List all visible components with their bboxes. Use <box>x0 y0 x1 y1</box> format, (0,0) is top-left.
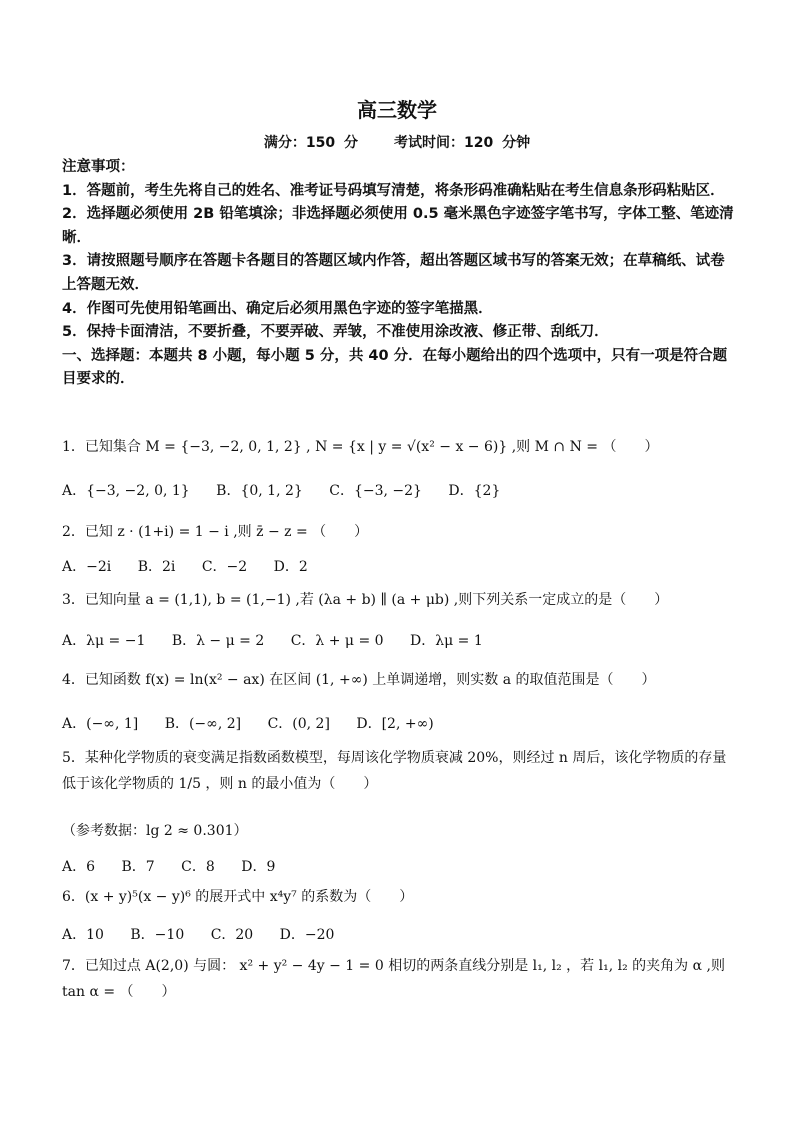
question-4-stem: 4．已知函数 f(x) = ln(x² − ax) 在区间 (1, +∞) 上单调递增，则实数 a 的取值范围是（ ） <box>62 672 656 688</box>
option-c: C．20 <box>210 927 254 943</box>
question-2-options <box>62 556 734 576</box>
question-5-stem: 5．某种化学物质的衰变满足指数函数模型，每周该化学物质衰减 20%，则经过 n 周后，该化学物质的存量低于该化学物质的 1/5 ，则 n 的最小值为（ ） <box>62 750 727 792</box>
question-2-stem: 2．已知 z · (1+i) = 1 − i ,则 z̄ − z = （ ） <box>62 524 369 540</box>
question-5-note: （参考数据：lg 2 ≈ 0.301） <box>62 823 248 839</box>
option-a: A．10 <box>62 927 104 943</box>
notice-item-4: 4．作图可先使用铅笔画出、确定后必须用黑色字迹的签字笔描黑． <box>62 300 493 317</box>
question-6-stem: 6．(x + y)⁵(x − y)⁶ 的展开式中 x⁴y⁷ 的系数为（ ） <box>62 889 414 905</box>
notice-heading: 注意事项： <box>62 159 135 175</box>
question-5-options <box>62 856 734 876</box>
question-7-stem: 7．已知过点 A(2,0) 与圆： x² + y² − 4y − 1 = 0 相切的两条直线分别是 l₁, l₂ ，若 l₁, l₂ 的夹角为 α ,则 tan α = （ ） <box>62 958 725 1000</box>
exam-info <box>0 132 794 152</box>
option-a: A．(−∞, 1] <box>62 716 139 732</box>
option-d: D．9 <box>241 859 276 875</box>
question-1-stem: 1．已知集合 M = {−3, −2, 0, 1, 2} , N = {x | y = √(x² − x − 6)} ,则 M ∩ N = （ ） <box>62 439 659 455</box>
option-a: A．λμ = −1 <box>62 633 146 649</box>
notice-item-3: 3．请按照题号顺序在答题卡各题目的答题区域内作答，超出答题区域书写的答案无效；在草稿纸、试卷上答题无效． <box>62 253 725 293</box>
option-d: D．λμ = 1 <box>410 633 483 649</box>
section-heading: 一、选择题：本题共 8 小题，每小题 5 分，共 40 分．在每小题给出的四个选项中，只有一项是符合题目要求的． <box>62 347 728 388</box>
option-d: D．2 <box>273 559 308 575</box>
page-title: 高三数学 <box>357 98 437 122</box>
option-c: C．{−3, −2} <box>329 483 422 499</box>
notice-block <box>62 156 734 392</box>
option-a: A．{−3, −2, 0, 1} <box>62 483 190 499</box>
option-b: B．λ − μ = 2 <box>171 633 265 649</box>
notice-item-1: 1．答题前，考生先将自己的姓名、准考证号码填写清楚，将条形码准确粘贴在考生信息条形码粘贴区． <box>62 182 725 199</box>
option-c: C．8 <box>181 859 215 875</box>
question-3-stem: 3．已知向量 a = (1,1), b = (1,−1) ,若 (λa + b) ∥ (a + μb) ,则下列关系一定成立的是（ ） <box>62 592 669 608</box>
option-a: A．6 <box>62 859 96 875</box>
option-b: B．−10 <box>130 927 185 943</box>
option-b: B．7 <box>121 859 155 875</box>
option-b: B．{0, 1, 2} <box>216 483 303 499</box>
option-c: C．(0, 2] <box>267 716 330 732</box>
question-6-options <box>62 924 734 944</box>
notice-item-2: 2．选择题必须使用 2B 铅笔填涂；非选择题必须使用 0.5 毫米黑色字迹签字笔书写，字体工整、笔迹清晰． <box>62 206 734 246</box>
option-c: C．−2 <box>201 559 248 575</box>
full-score: 满分：150 分 <box>263 135 358 151</box>
exam-time: 考试时间：120 分钟 <box>394 135 531 151</box>
option-d: D．[2, +∞) <box>356 716 434 732</box>
option-d: D．−20 <box>279 927 335 943</box>
option-c: C．λ + μ = 0 <box>290 633 384 649</box>
option-d: D．{2} <box>448 483 501 499</box>
question-3-options <box>62 630 734 650</box>
notice-item-5: 5．保持卡面清洁，不要折叠，不要弄破、弄皱，不准使用涂改液、修正带、刮纸刀． <box>62 324 609 341</box>
question-4-options <box>62 713 734 733</box>
option-b: B．2i <box>137 559 176 575</box>
question-1-options <box>62 480 734 500</box>
option-b: B．(−∞, 2] <box>164 716 242 732</box>
option-a: A．−2i <box>62 559 112 575</box>
